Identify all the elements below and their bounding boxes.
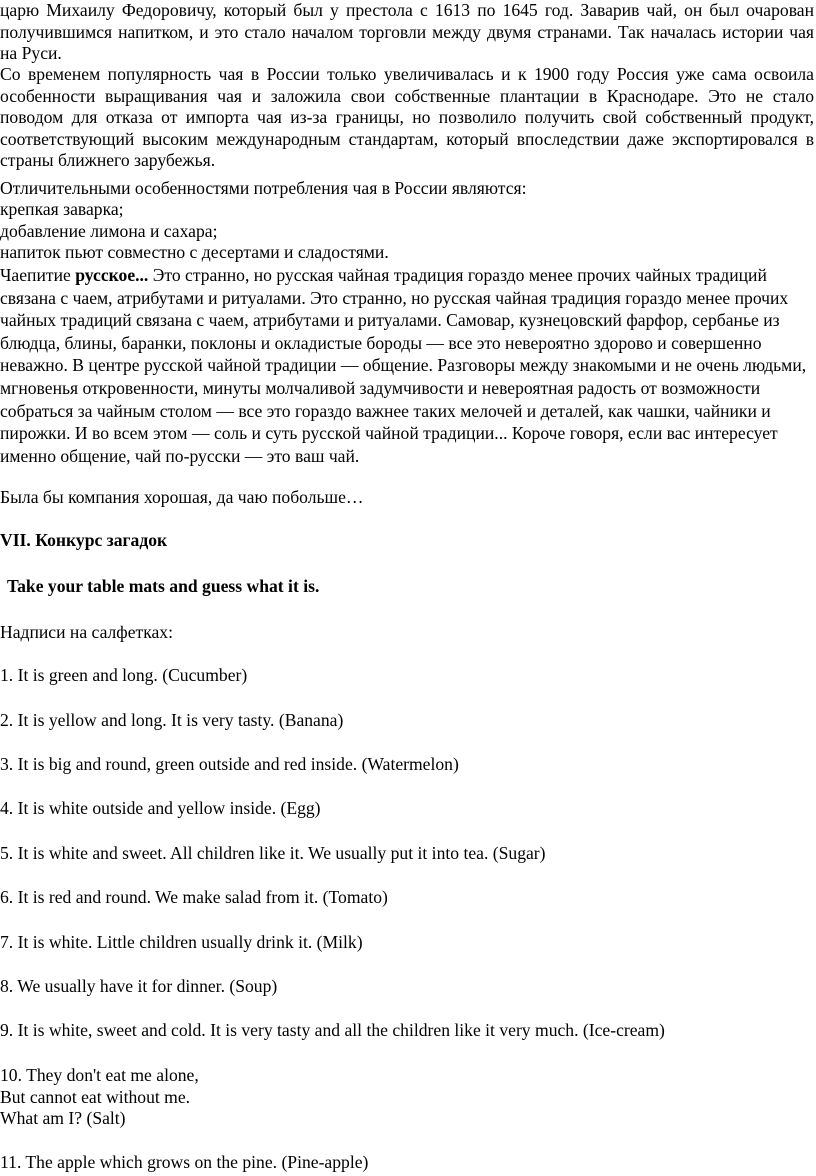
riddle-10-line: What am I? (Salt): [0, 1108, 126, 1128]
riddle-item: 5. It is white and sweet. All children like it. We usually put it into tea. (Sugar): [0, 843, 546, 863]
feature-item: напиток пьют совместно с десертами и сладостями.: [0, 242, 389, 262]
riddle-item: 11. The apple which grows on the pine. (Pine-apple): [0, 1152, 369, 1172]
closing-phrase: Была бы компания хорошая, да чаю побольше…: [0, 487, 364, 507]
section-title-text: VII. Конкурс загадок: [0, 530, 168, 550]
instruction: [0, 576, 816, 598]
instruction-text: Take your table mats and guess what it is.: [7, 576, 320, 596]
riddle-item: 4. It is white outside and yellow inside. (Egg): [0, 798, 321, 818]
paragraph-russian-tea-party: [0, 264, 816, 467]
tea-bold: русское...: [75, 265, 149, 285]
riddle-10-line: 10. They don't eat me alone,: [0, 1065, 199, 1085]
paragraph-history-end: царю Михаилу Федоровичу, который был у престола с 1613 по 1645 год. Заварив чай, он был очарован получившимся напитком, и это стало началом торговли между двумя странами. Так началась истории чая на Руси.: [0, 0, 814, 63]
tea-text: Это странно, но русская чайная традиция гораздо менее прочих чайных традиций связана с чаем, атрибутами и ритуалами. Это странно, но русская чайная традиция гораздо менее прочих чайных традиций связана с чаем, атрибутами и ритуалами. Самовар, кузнецовский фарфор, сербанье из блюдца, блины, баранки, поклоны и окладистые бороды — все это невероятно здорово и совершенно неважно. В центре русской чайной традиции — общение. Разговоры между знакомыми и не очень людьми, мгновенья откровенности, минуты молчаливой задумчивости и невероятная радость от возможности собраться за чайным столом — все это гораздо важнее таких мелочей и деталей, как чашки, чайники и пирожки. И во всем этом — соль и суть русской чайной традиции... Короче говоря, если вас интересует именно общение, чай по-русски — это ваш чай.: [0, 265, 807, 466]
feature-item: добавление лимона и сахара;: [0, 221, 218, 241]
riddle-item: 1. It is green and long. (Cucumber): [0, 665, 248, 685]
feature-item: крепкая заварка;: [0, 199, 124, 219]
riddle-10-line: But cannot eat without me.: [0, 1087, 191, 1107]
section-title: [0, 530, 816, 552]
riddle-item: 7. It is white. Little children usually drink it. (Milk): [0, 932, 363, 952]
riddle-item: 3. It is big and round, green outside and red inside. (Watermelon): [0, 754, 459, 774]
features-intro: Отличительными особенностями потребления чая в России являются:: [0, 178, 527, 198]
paragraph-russia-tea: Со временем популярность чая в России только увеличивалась и к 1900 году Россия уже сама освоила особенности выращивания чая и заложила свои собственные плантации в Краснодаре. Это не стало поводом для отказа от импорта чая из-за границы, но позволило получить свой собственный продукт, соответствующий высоким международным стандартам, который впоследствии даже экспортировался в страны ближнего зарубежья.: [0, 64, 814, 170]
tea-lead: Чаепитие: [0, 265, 76, 285]
riddle-item: 8. We usually have it for dinner. (Soup): [0, 976, 278, 996]
napkins-label: Надписи на салфетках:: [0, 622, 173, 642]
riddle-item: 6. It is red and round. We make salad from it. (Tomato): [0, 887, 388, 907]
riddle-item: 2. It is yellow and long. It is very tasty. (Banana): [0, 710, 344, 730]
riddle-item: 9. It is white, sweet and cold. It is very tasty and all the children like it very much. (Ice-cream): [0, 1020, 665, 1040]
